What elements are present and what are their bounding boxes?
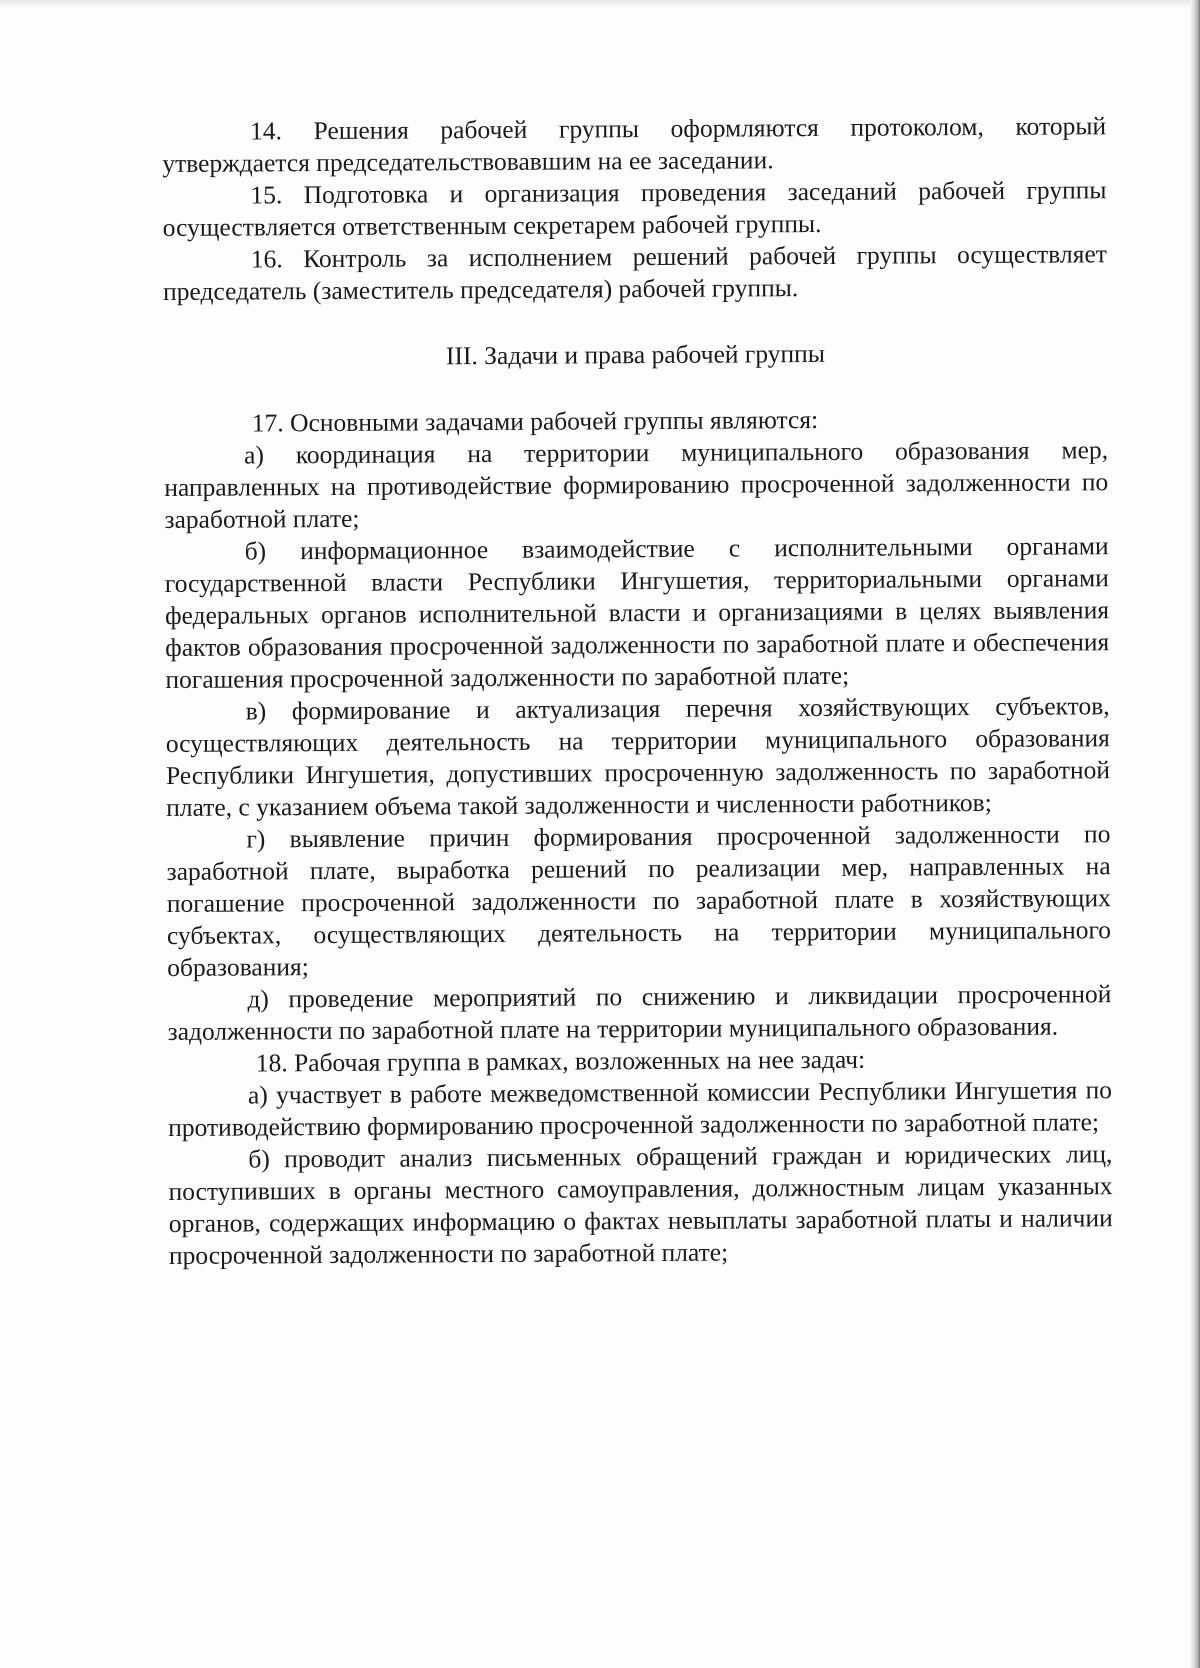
paragraph-15: 15. Подготовка и организация проведения заседаний рабочей группы осуществляется ответственным секретарем рабочей группы. [162, 175, 1107, 242]
scan-shadow-top [0, 0, 1200, 8]
paragraph-17-b: б) информационное взаимодействие с исполнительными органами государственной власти Республики Ингушетия, территориальными органами федеральных органов исполнительной власти и организациями в целях выявления фактов образования просроченной задолженности по заработной плате и обеспечения погашения просроченной задолженности по заработной плате; [164, 531, 1110, 694]
paragraph-14: 14. Решения рабочей группы оформляются протоколом, который утверждается председательствовавшим на ее заседании. [162, 111, 1107, 178]
scan-shadow-right [1190, 0, 1200, 1668]
paragraph-17-intro: 17. Основными задачами рабочей группы являются: [251, 404, 819, 438]
document-body [162, 110, 1113, 1272]
paragraph-18-b: б) проводит анализ письменных обращений граждан и юридических лиц, поступивших в органы местного самоуправления, должностным лицам указанных органов, содержащих информацию о фактах невыплаты заработной платы и наличии просроченной задолженности по заработной плате; [168, 1139, 1113, 1270]
paragraph-16: 16. Контроль за исполнением решений рабочей группы осуществляет председатель (заместитель председателя) рабочей группы. [162, 239, 1107, 306]
paragraph-17-d: д) проведение мероприятий по снижению и ликвидации просроченной задолженности по заработной плате на территории муниципального образования. [167, 979, 1112, 1046]
section-heading: III. Задачи и права рабочей группы [445, 338, 826, 371]
paragraph-18-a: а) участвует в работе межведомственной комиссии Республики Ингушетия по противодействию формированию просроченной задолженности по заработной плате; [168, 1075, 1113, 1142]
paragraph-17-a: а) координация на территории муниципального образования мер, направленных на противодействие формированию просроченной задолженности по заработной плате; [164, 435, 1109, 534]
paragraph-18-intro: 18. Рабочая группа в рамках, возложенных на нее задач: [255, 1044, 866, 1078]
paragraph-17-v: в) формирование и актуализация перечня хозяйствующих субъектов, осуществляющих деятельность на территории муниципального образования Республики Ингушетия, допустивших просроченную задолженность по заработной плате, с указанием объема такой задолженности и численности работников; [165, 691, 1111, 822]
paragraph-17-g: г) выявление причин формирования просроченной задолженности по заработной плате, выработка решений по реализации мер, направленных на погашение просроченной задолженности по заработной плате в хозяйствующих субъектах, осуществляющих деятельность на территории муниципального образования; [166, 819, 1112, 982]
